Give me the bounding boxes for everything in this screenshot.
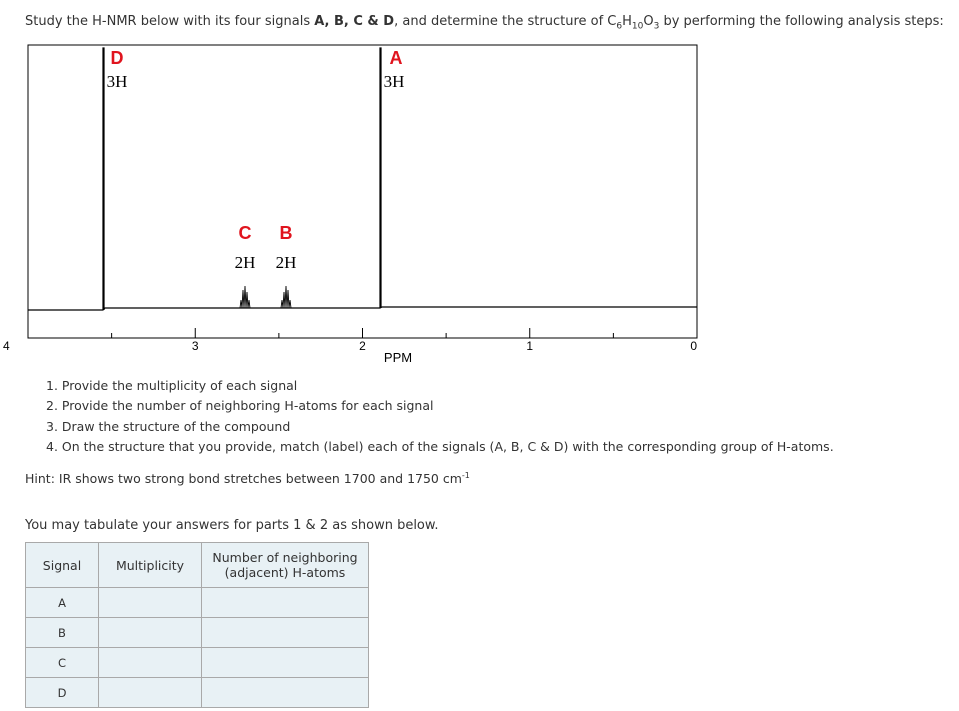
peak-c-multiplet	[240, 286, 250, 308]
header-signal: Signal	[26, 543, 99, 588]
formula-h: H	[622, 14, 632, 29]
multiplicity-cell[interactable]	[99, 588, 202, 618]
baseline	[28, 307, 697, 310]
neighbors-cell[interactable]	[202, 618, 369, 648]
intro-signals: A, B, C & D	[314, 14, 395, 29]
spectrum-frame	[28, 45, 697, 338]
peak-letter-c: C	[238, 223, 252, 243]
header-neighbors: Number of neighboring (adjacent) H-atoms	[202, 543, 369, 588]
step-item: 2. Provide the number of neighboring H-atoms for each signal	[46, 398, 434, 414]
axis-tick-label: 3	[191, 339, 199, 353]
axis-tick-label: 2	[359, 339, 366, 353]
table-row	[26, 588, 369, 618]
header-multiplicity: Multiplicity	[99, 543, 202, 588]
intro-text-before: Study the H-NMR below with its four signals	[25, 14, 315, 29]
intro-text-middle: , and determine the structure of C	[394, 14, 617, 29]
table-row	[26, 648, 369, 678]
step-item: 1. Provide the multiplicity of each signal	[46, 378, 298, 393]
signal-cell: A	[26, 588, 99, 618]
axis-tick-label: 1	[526, 339, 534, 353]
step-item: 3. Draw the structure of the compound	[46, 418, 291, 434]
step-item: 4. On the structure that you provide, match (label) each of the signals (A, B, C & D) with the corresponding group of H-atoms.	[46, 438, 834, 454]
peak-integration-a: 3H	[383, 72, 405, 91]
intro-text-after: by performing the following analysis steps:	[659, 14, 944, 29]
multiplicity-cell[interactable]	[99, 648, 202, 678]
signal-cell: C	[26, 648, 99, 678]
peak-b-multiplet	[281, 286, 291, 308]
answer-table	[25, 542, 369, 708]
spectrum-trace	[28, 48, 697, 310]
peak-letter-d: D	[110, 48, 124, 68]
nmr-spectrum	[0, 40, 700, 370]
neighbors-cell[interactable]	[202, 588, 369, 618]
peak-letter-a: A	[389, 48, 403, 68]
analysis-steps	[46, 376, 834, 457]
peak-d-line	[103, 48, 104, 310]
peak-letter-b: B	[279, 223, 293, 243]
table-header-row	[26, 543, 369, 588]
hint-superscript: -1	[461, 470, 470, 480]
neighbors-cell[interactable]	[202, 648, 369, 678]
table-row	[26, 618, 369, 648]
ir-hint	[25, 471, 470, 486]
question-intro	[25, 14, 944, 32]
axis-tick-label: 4	[3, 339, 10, 353]
formula-sub-c: 6	[616, 21, 623, 32]
axis-ticks	[28, 328, 697, 338]
axis-tick-labels	[3, 339, 697, 353]
neighbors-cell[interactable]	[202, 678, 369, 708]
peak-integration-b: 2H	[275, 253, 297, 272]
formula-o: O	[643, 14, 654, 29]
formula-sub-o: 3	[653, 21, 660, 32]
peak-integration-c: 2H	[234, 253, 256, 272]
signal-cell: D	[26, 678, 99, 708]
formula-sub-h: 10	[631, 21, 644, 32]
table-row	[26, 678, 369, 708]
tabulate-note: You may tabulate your answers for parts 1 & 2 as shown below.	[25, 518, 439, 533]
x-axis-label: PPM	[383, 350, 413, 365]
peak-integration-d: 3H	[106, 72, 128, 91]
multiplicity-cell[interactable]	[99, 678, 202, 708]
hint-text: Hint: IR shows two strong bond stretches between 1700 and 1750 cm	[25, 471, 462, 486]
axis-tick-label: 0	[690, 339, 697, 353]
multiplicity-cell[interactable]	[99, 618, 202, 648]
signal-cell: B	[26, 618, 99, 648]
peak-labels	[107, 48, 405, 272]
peak-a-line	[380, 48, 381, 308]
